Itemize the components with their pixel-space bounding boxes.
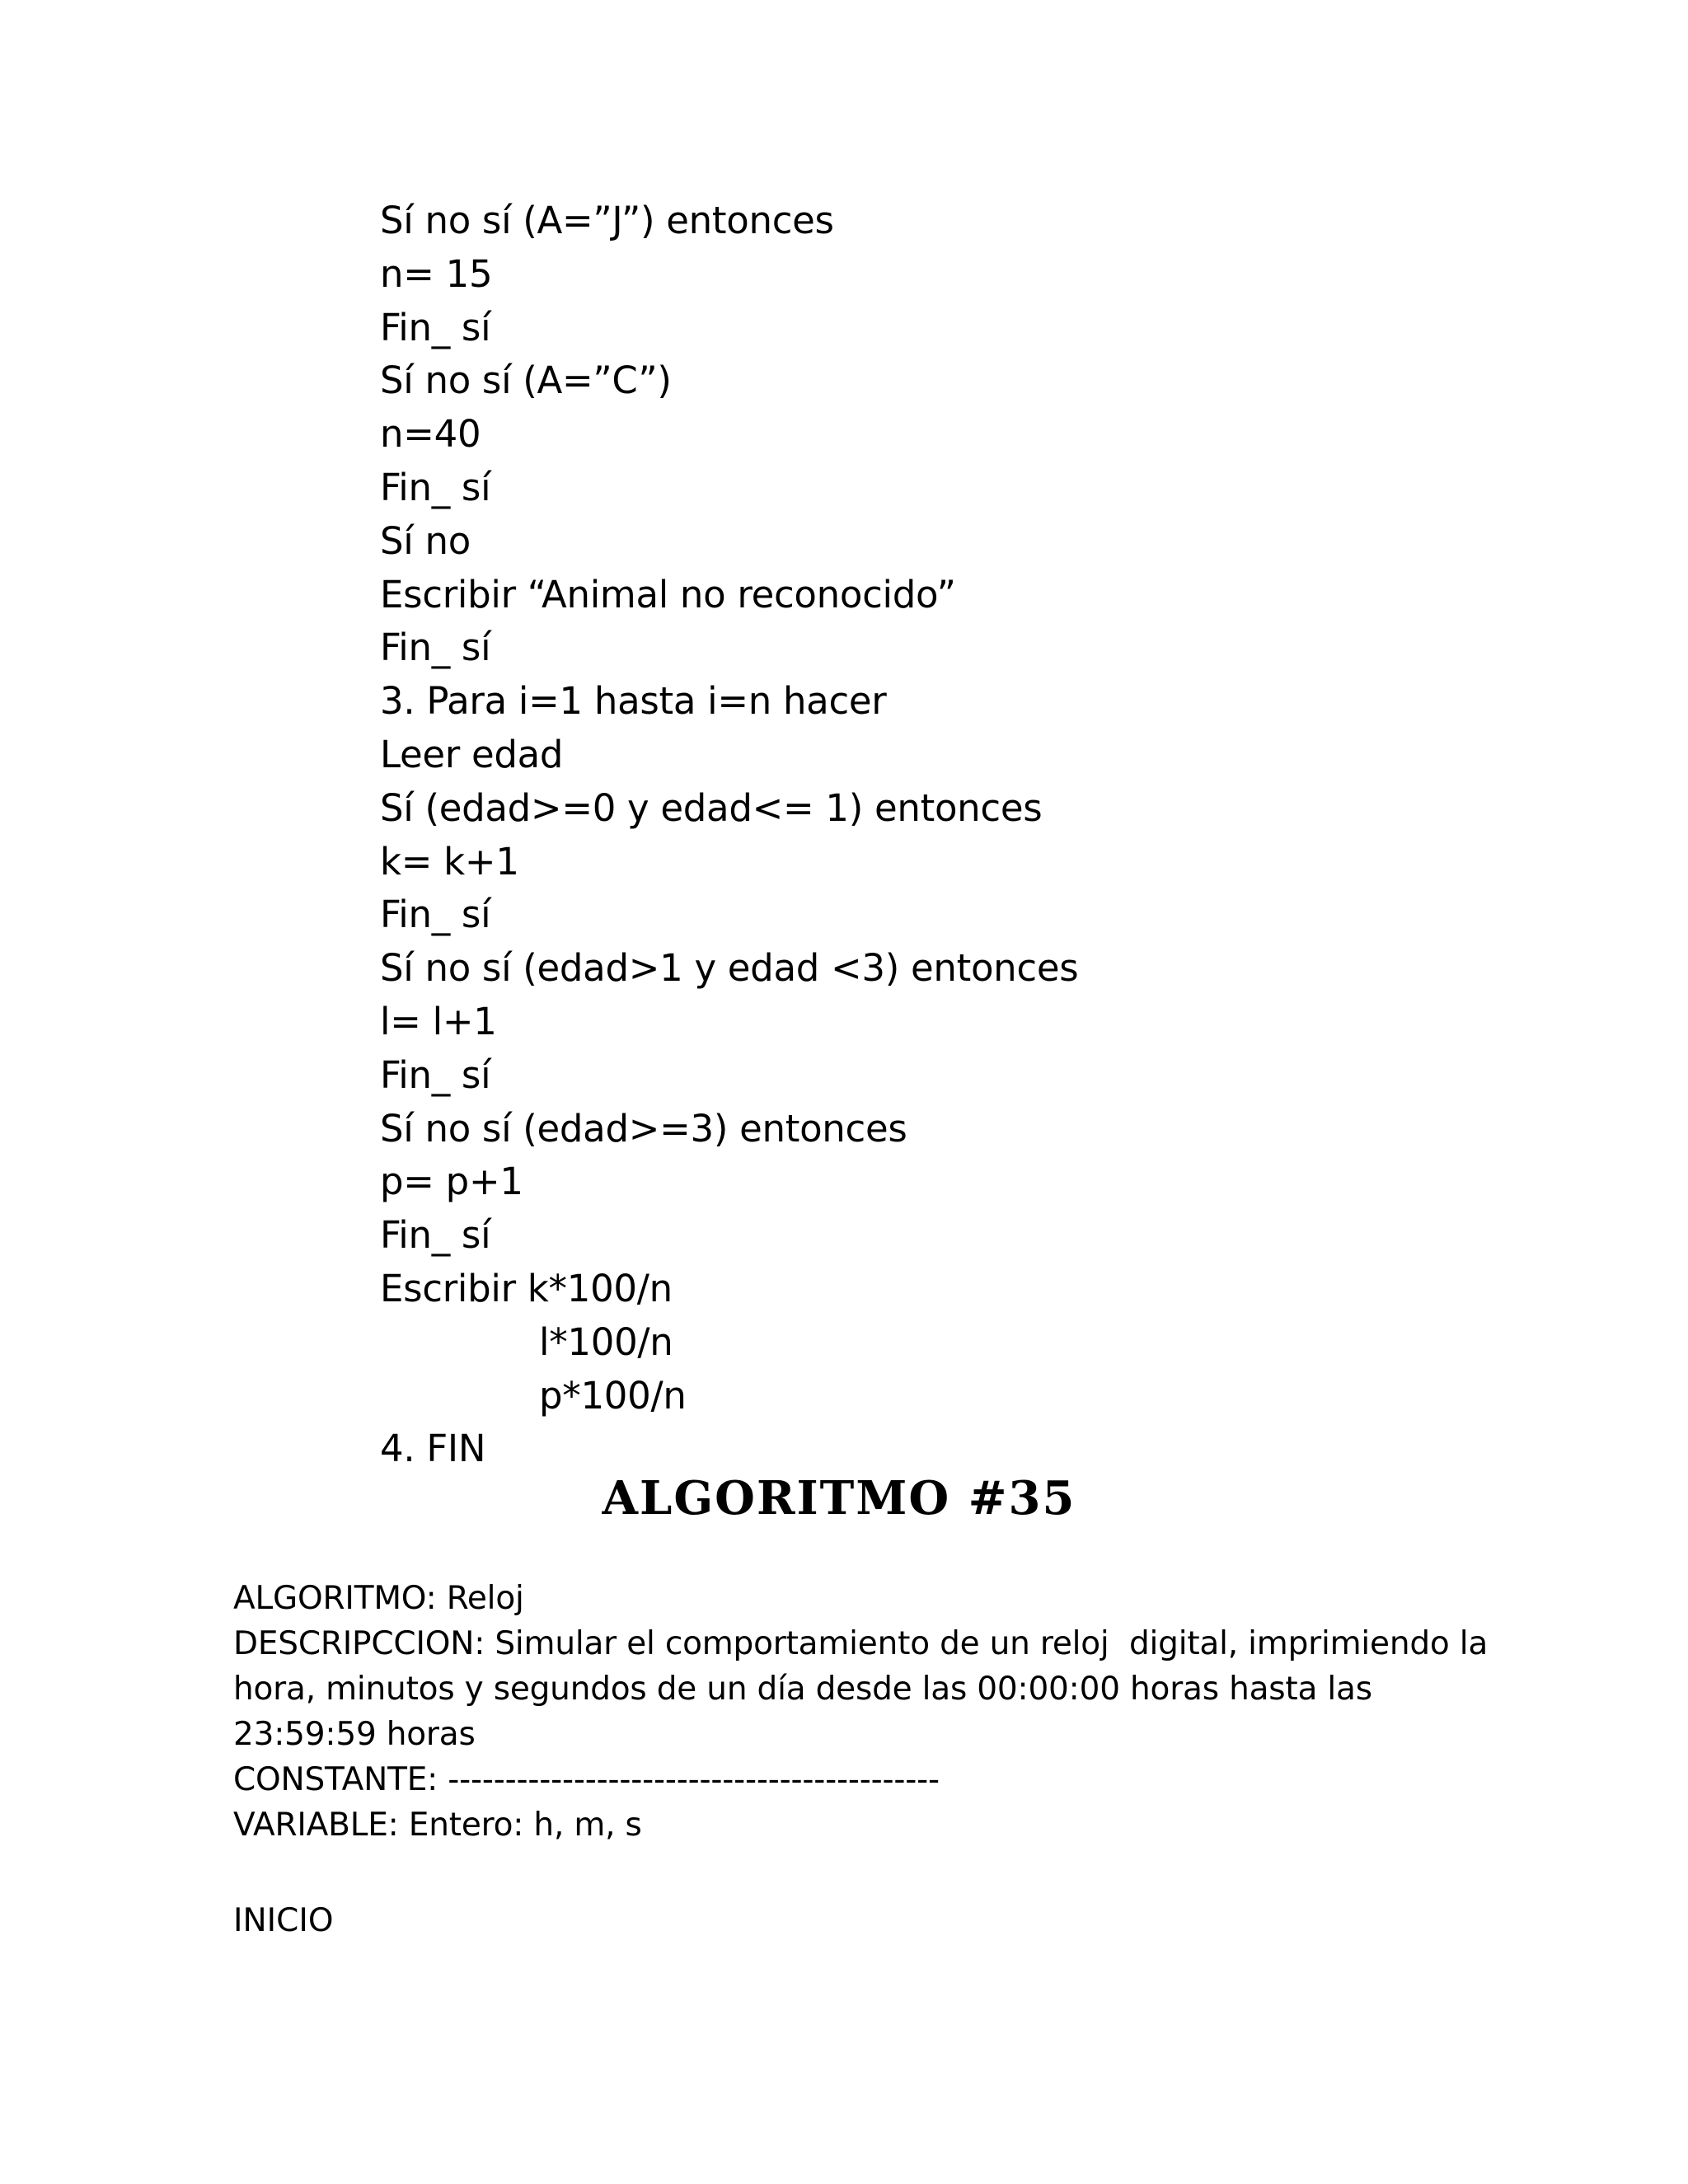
code-line: Fin_ sí xyxy=(380,893,491,937)
code-line: p*100/n xyxy=(539,1373,687,1418)
code-line: Fin_ sí xyxy=(380,1213,491,1258)
code-line: n=40 xyxy=(380,412,481,457)
code-line: k= k+1 xyxy=(380,839,519,883)
algorithm-title xyxy=(0,1469,1688,1527)
inicio-label: INICIO xyxy=(233,1902,334,1939)
algorithm-title-text: ALGORITMO #35 xyxy=(602,1471,1076,1526)
code-line: n= 15 xyxy=(380,251,493,296)
info-line: hora, minutos y segundos de un día desde las 00:00:00 horas hasta las xyxy=(233,1671,1372,1708)
info-line: DESCRIPCCION: Simular el comportamiento de un reloj digital, imprimiendo la xyxy=(233,1625,1489,1662)
info-line: CONSTANTE: ------------------------------------------- xyxy=(233,1761,940,1798)
algorithm-info xyxy=(233,1576,1489,1848)
code-line: Sí no sí (edad>1 y edad <3) entonces xyxy=(380,946,1079,991)
info-line: 23:59:59 horas xyxy=(233,1716,476,1753)
code-line: Fin_ sí xyxy=(380,305,491,349)
info-line: VARIABLE: Entero: h, m, s xyxy=(233,1807,642,1844)
code-line: p= p+1 xyxy=(380,1160,523,1204)
code-line: 3. Para i=1 hasta i=n hacer xyxy=(380,679,887,724)
code-line: Sí no sí (A=”J”) entonces xyxy=(380,199,834,242)
code-line: Fin_ sí xyxy=(380,465,491,509)
code-line: Sí (edad>=0 y edad<= 1) entonces xyxy=(380,785,1043,830)
code-line: Sí no xyxy=(380,518,471,563)
code-line: l= l+1 xyxy=(380,999,497,1043)
info-line: ALGORITMO: Reloj xyxy=(233,1580,524,1617)
pseudocode-block xyxy=(380,194,1451,1476)
code-line: Sí no sí (A=”C”) xyxy=(380,359,672,403)
code-line: l*100/n xyxy=(539,1319,673,1364)
code-line: Fin_ sí xyxy=(380,626,491,670)
code-line: Fin_ sí xyxy=(380,1052,491,1097)
code-line: 4. FIN xyxy=(380,1427,486,1471)
code-line: Leer edad xyxy=(380,732,564,776)
code-line: Sí no sí (edad>=3) entonces xyxy=(380,1106,907,1151)
code-line: Escribir k*100/n xyxy=(380,1266,673,1310)
code-line: Escribir “Animal no reconocido” xyxy=(380,572,956,616)
